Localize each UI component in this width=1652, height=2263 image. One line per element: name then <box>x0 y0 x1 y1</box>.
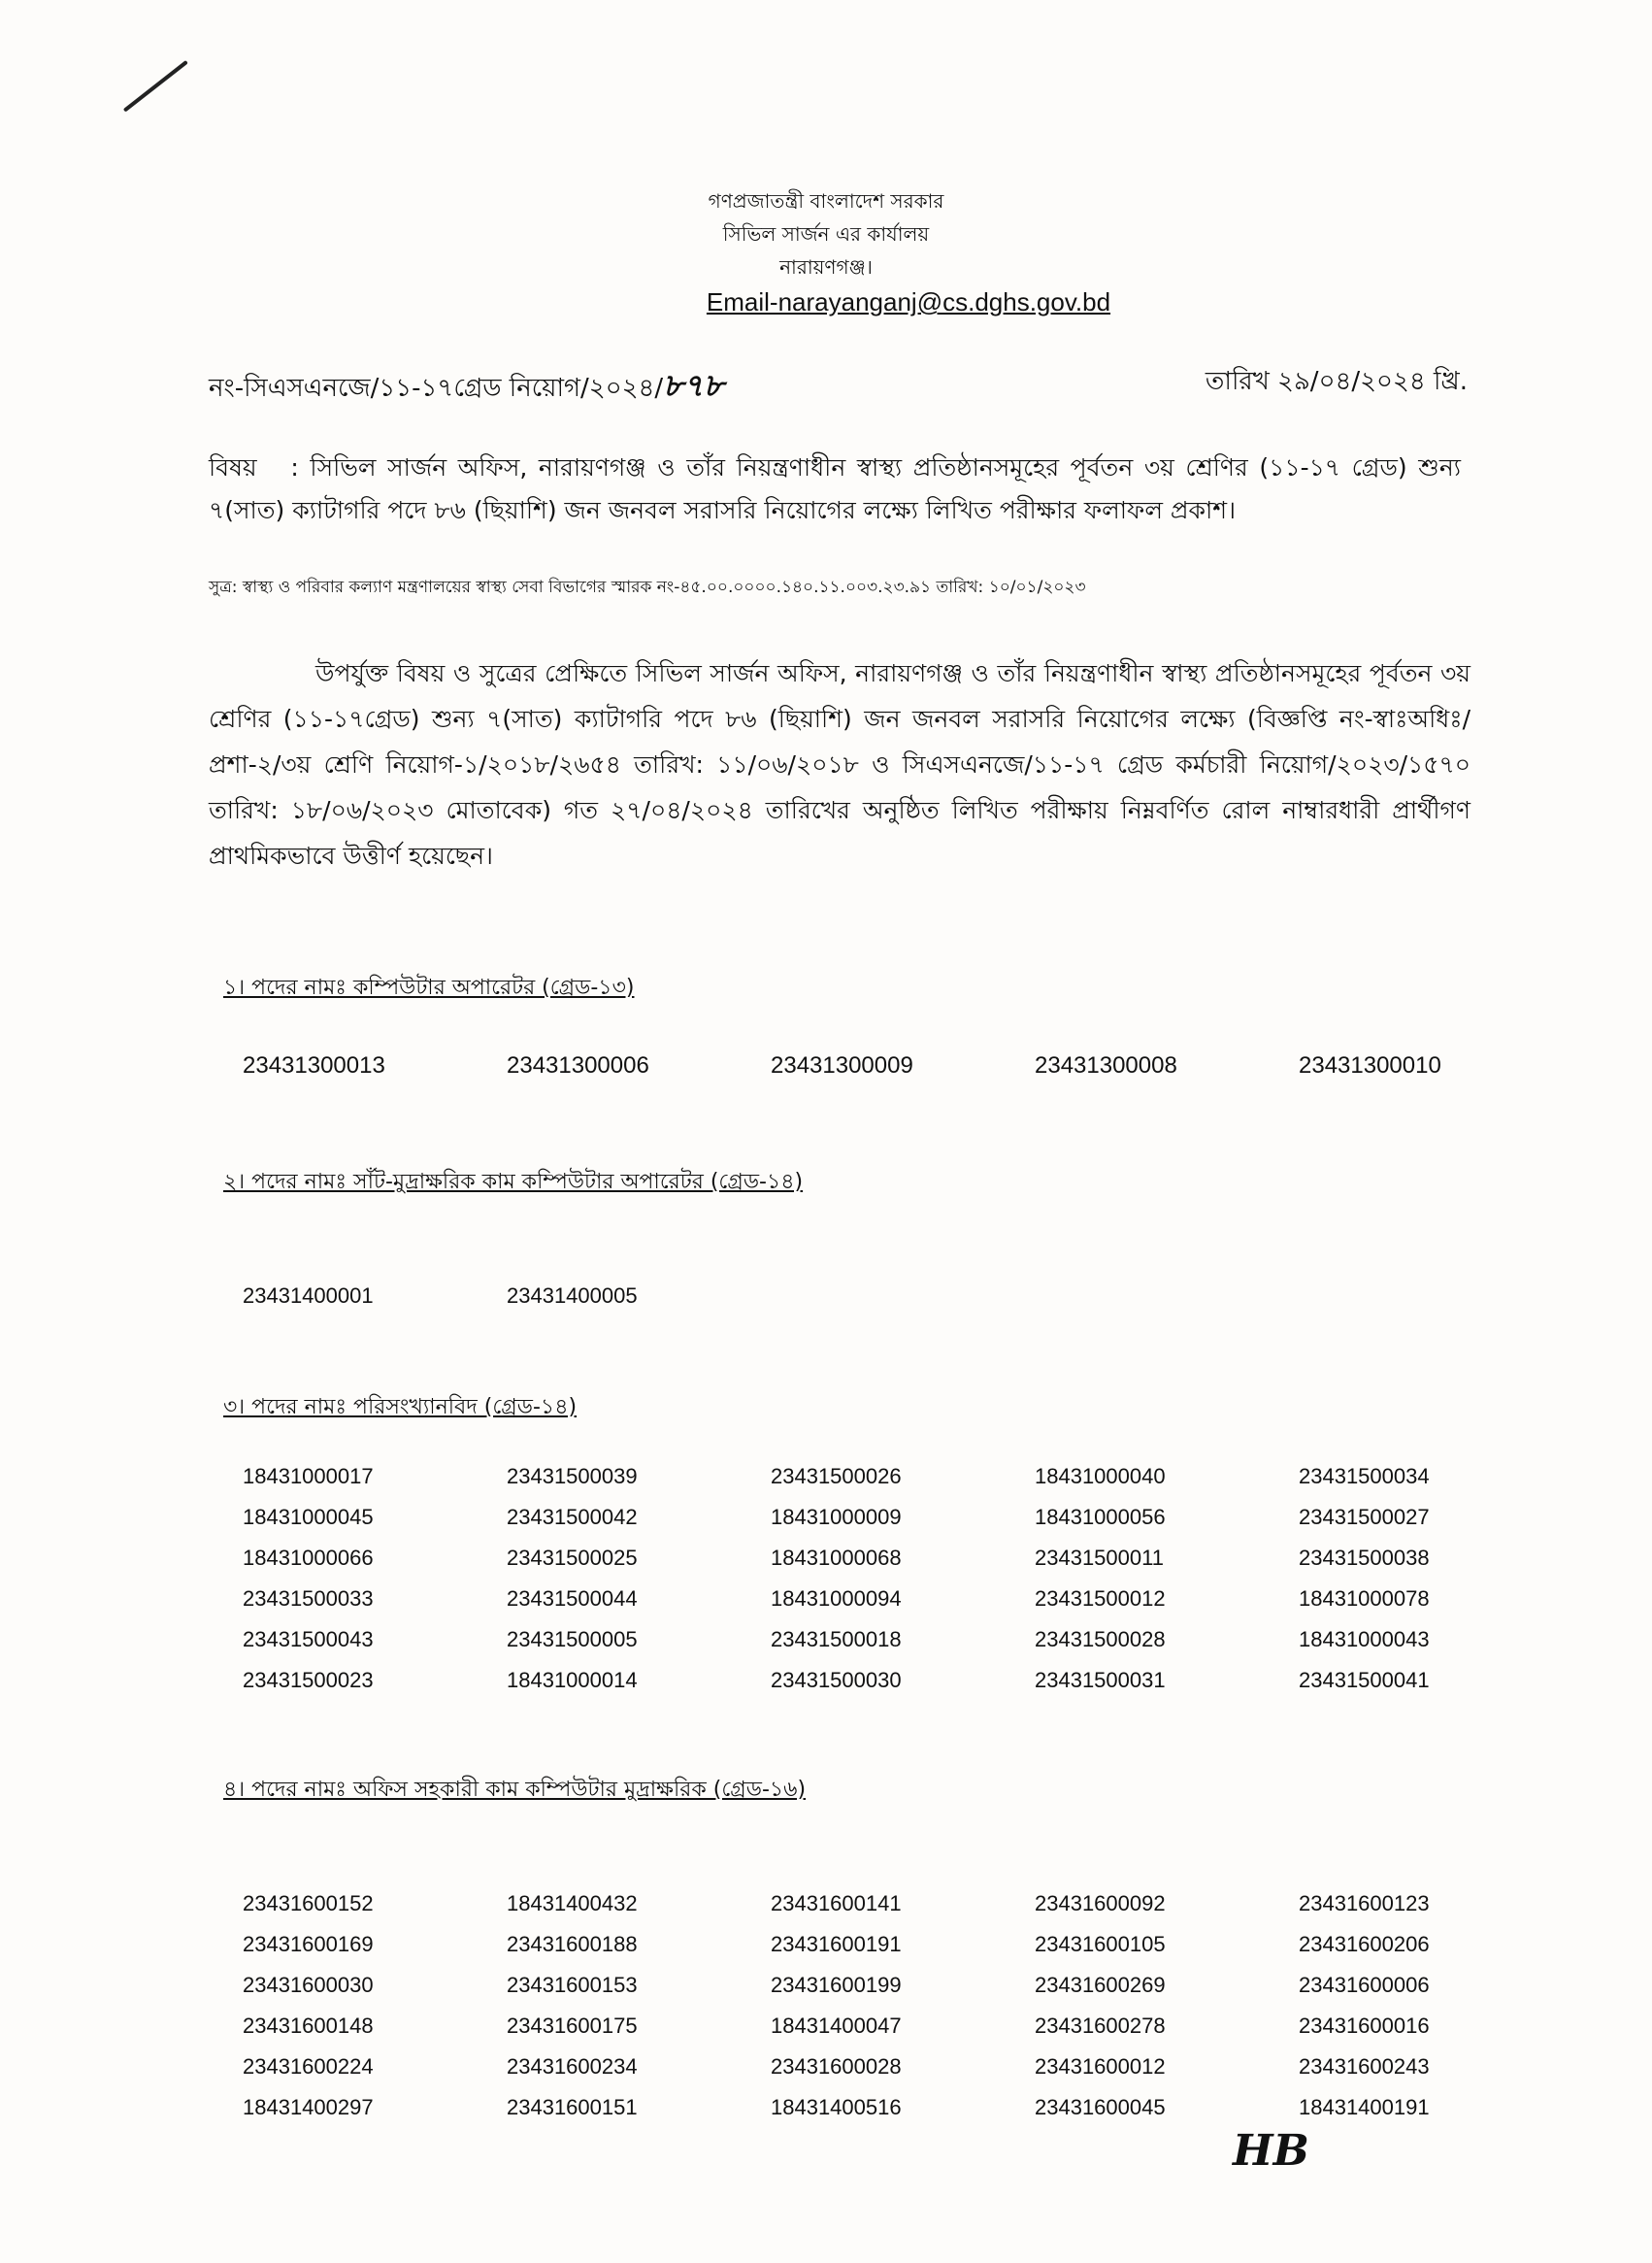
roll-number: 23431500027 <box>1299 1505 1430 1529</box>
subject <box>209 447 1461 532</box>
roll-number: 23431500005 <box>507 1627 638 1651</box>
roll-number: 18431000078 <box>1299 1586 1430 1611</box>
govt-name: গণপ্রজাতন্ত্রী বাংলাদেশ সরকার <box>708 189 944 213</box>
roll-number: 23431600188 <box>507 1932 638 1956</box>
roll-number: 23431600045 <box>1035 2095 1166 2119</box>
roll-list <box>243 1464 1563 1693</box>
roll-number: 23431600016 <box>1299 2013 1430 2038</box>
roll-number: 18431400432 <box>507 1891 638 1915</box>
section-title: ২। পদের নামঃ সাঁট-মুদ্রাক্ষরিক কাম কম্পিউটার অপারেটর (গ্রেড-১৪) <box>223 1170 804 1194</box>
subject-label: বিষয় <box>209 453 257 482</box>
roll-number: 23431500039 <box>507 1464 638 1488</box>
roll-number: 23431600169 <box>243 1932 374 1956</box>
section-title: ১। পদের নামঃ কম্পিউটার অপারেটর (গ্রেড-১৩) <box>223 976 635 1000</box>
roll-number: 18431400191 <box>1299 2095 1430 2119</box>
letterhead <box>0 184 1652 317</box>
roll-number: 23431500044 <box>507 1586 638 1611</box>
roll-number: 23431300013 <box>243 1052 385 1079</box>
roll-number: 18431000014 <box>507 1668 638 1692</box>
roll-number: 23431600191 <box>771 1932 902 1956</box>
memo-ref-handwritten: ৮৭৮ <box>663 367 724 404</box>
roll-number: 23431600224 <box>243 2054 374 2079</box>
roll-number: 23431500041 <box>1299 1668 1430 1692</box>
roll-number: 23431300008 <box>1035 1052 1177 1079</box>
roll-number: 23431300010 <box>1299 1052 1441 1079</box>
roll-number: 18431000043 <box>1299 1627 1430 1651</box>
roll-number: 23431500043 <box>243 1627 374 1651</box>
roll-number: 23431500038 <box>1299 1546 1430 1570</box>
roll-number: 18431000056 <box>1035 1505 1166 1529</box>
roll-number: 18431000017 <box>243 1464 374 1488</box>
email-address: Email-narayanganj@cs.dghs.gov.bd <box>706 287 1111 316</box>
roll-number: 23431300006 <box>507 1052 649 1079</box>
roll-number: 23431600105 <box>1035 1932 1166 1956</box>
memo-ref-printed: নং-সিএসএনজে/১১-১৭গ্রেড নিয়োগ/২০২৪/ <box>209 374 664 403</box>
district-name: নারায়ণগঞ্জ। <box>779 255 873 279</box>
roll-number: 23431600148 <box>243 2013 374 2038</box>
roll-number: 23431600234 <box>507 2054 638 2079</box>
roll-number: 23431500025 <box>507 1546 638 1570</box>
roll-number: 23431600152 <box>243 1891 374 1915</box>
roll-number: 18431000045 <box>243 1505 374 1529</box>
roll-number: 23431600123 <box>1299 1891 1430 1915</box>
memo-reference <box>209 361 724 414</box>
roll-number: 23431600012 <box>1035 2054 1166 2079</box>
roll-number: 23431600243 <box>1299 2054 1430 2079</box>
roll-number: 18431000066 <box>243 1546 374 1570</box>
roll-list <box>243 1891 1563 2120</box>
roll-number: 23431600030 <box>243 1973 374 1997</box>
handwritten-initials: HB <box>1233 2126 1309 2176</box>
office-name: সিভিল সার্জন এর কার্যালয় <box>722 222 930 246</box>
roll-number: 23431600006 <box>1299 1973 1430 1997</box>
roll-number: 23431600092 <box>1035 1891 1166 1915</box>
roll-number: 23431600175 <box>507 2013 638 2038</box>
roll-number: 18431400297 <box>243 2095 374 2119</box>
roll-number: 18431400516 <box>771 2095 902 2119</box>
roll-number: 23431500034 <box>1299 1464 1430 1488</box>
roll-number: 23431400005 <box>507 1283 638 1308</box>
roll-number: 23431500023 <box>243 1668 374 1692</box>
roll-number: 23431500042 <box>507 1505 638 1529</box>
section-title: ৩। পদের নামঃ পরিসংখ্যানবিদ (গ্রেড-১৪) <box>223 1395 578 1419</box>
roll-number: 23431500012 <box>1035 1586 1166 1611</box>
memo-date: তারিখ ২৯/০৪/২০২৪ খ্রি. <box>1205 367 1468 396</box>
roll-list <box>243 1052 1563 1080</box>
roll-number: 23431600278 <box>1035 2013 1166 2038</box>
pen-mark <box>123 60 188 113</box>
roll-number: 23431500030 <box>771 1668 902 1692</box>
roll-number: 18431400047 <box>771 2013 902 2038</box>
roll-number: 23431400001 <box>243 1283 374 1308</box>
roll-number: 23431500026 <box>771 1464 902 1488</box>
roll-number: 23431600141 <box>771 1891 902 1915</box>
roll-list <box>243 1283 1563 1309</box>
roll-number: 23431500028 <box>1035 1627 1166 1651</box>
roll-number: 23431500011 <box>1035 1546 1164 1570</box>
roll-number: 23431600028 <box>771 2054 902 2079</box>
section-title: ৪। পদের নামঃ অফিস সহকারী কাম কম্পিউটার মুদ্রাক্ষরিক (গ্রেড-১৬) <box>223 1778 807 1802</box>
roll-number: 18431000040 <box>1035 1464 1166 1488</box>
roll-number: 23431500031 <box>1035 1668 1166 1692</box>
roll-number: 23431600269 <box>1035 1973 1166 1997</box>
reference-note: সুত্র: স্বাস্থ্য ও পরিবার কল্যাণ মন্ত্রণালয়ের স্বাস্থ্য সেবা বিভাগের স্মারক নং-৪৫.০০.০০০০.১৪০.১১.০০৩.২৩.৯১ তারিখ: ১০/০১/২০২৩ <box>209 578 1086 597</box>
roll-number: 23431600199 <box>771 1973 902 1997</box>
subject-text: : সিভিল সার্জন অফিস, নারায়ণগঞ্জ ও তাঁর নিয়ন্ত্রণাধীন স্বাস্থ্য প্রতিষ্ঠানসমূহের পূর্বতন ৩য় শ্রেণির (১১-১৭ গ্রেড) শুন্য ৭(সাত) ক্যাটাগরি পদে ৮৬ (ছিয়াশি) জন জনবল সরাসরি নিয়োগের লক্ষ্যে লিখিত পরীক্ষার ফলাফল প্রকাশ। <box>209 453 1461 524</box>
roll-number: 23431500033 <box>243 1586 374 1611</box>
roll-number: 23431600153 <box>507 1973 638 1997</box>
roll-number: 18431000094 <box>771 1586 902 1611</box>
roll-number: 18431000009 <box>771 1505 902 1529</box>
body-paragraph: উপর্যুক্ত বিষয় ও সুত্রের প্রেক্ষিতে সিভিল সার্জন অফিস, নারায়ণগঞ্জ ও তাঁর নিয়ন্ত্রণাধীন স্বাস্থ্য প্রতিষ্ঠানসমূহের পূর্বতন ৩য় শ্রেণির (১১-১৭গ্রেড) শুন্য ৭(সাত) ক্যাটাগরি পদে ৮৬ (ছিয়াশি) জন জনবল সরাসরি নিয়োগের লক্ষ্যে (বিজ্ঞপ্তি নং-স্বাঃঅধিঃ/প্রশা-২/৩য় শ্রেণি নিয়োগ-১/২০১৮/২৬৫৪ তারিখ: ১১/০৬/২০১৮ ও সিএসএনজে/১১-১৭ গ্রেড কর্মচারী নিয়োগ/২০২৩/১৫৭০ তারিখ: ১৮/০৬/২০২৩ মোতাবেক) গত ২৭/০৪/২০২৪ তারিখের অনুষ্ঠিত লিখিত পরীক্ষায় নিম্নবর্ণিত রোল নাম্বারধারী প্রার্থীগণ প্রাথমিকভাবে উত্তীর্ণ হয়েছেন। <box>209 659 1470 870</box>
roll-number: 23431600206 <box>1299 1932 1430 1956</box>
roll-number: 23431600151 <box>507 2095 638 2119</box>
roll-number: 23431500018 <box>771 1627 902 1651</box>
roll-number: 18431000068 <box>771 1546 902 1570</box>
roll-number: 23431300009 <box>771 1052 913 1079</box>
